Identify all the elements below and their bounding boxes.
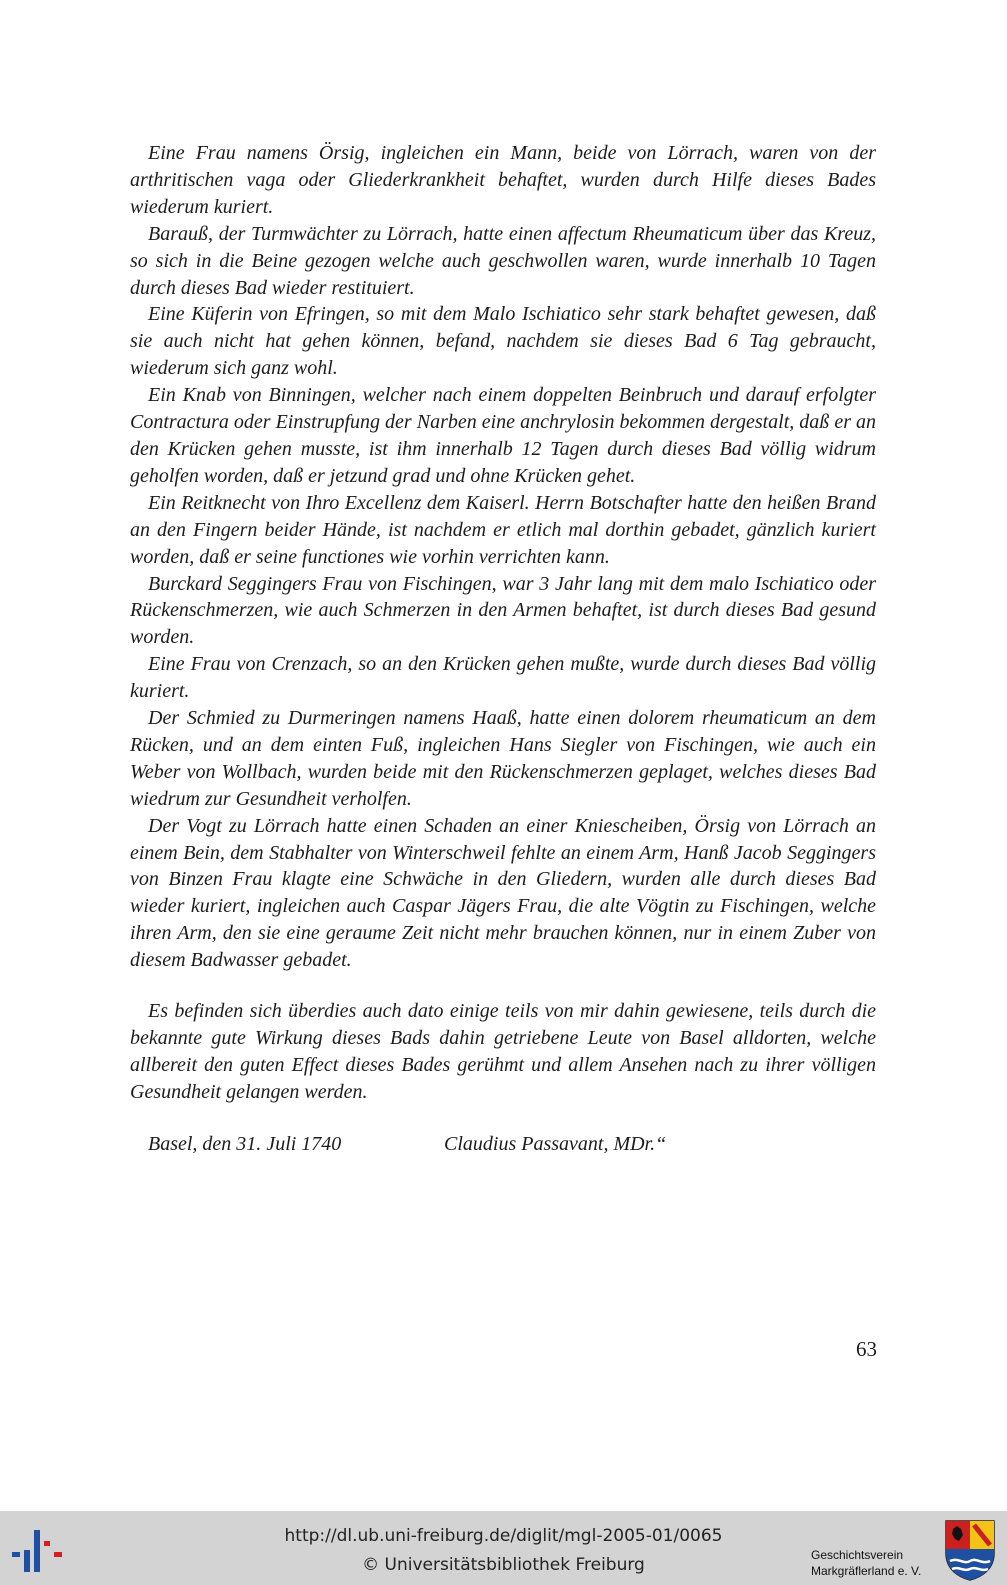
- society-name-line: Geschichtsverein: [811, 1548, 904, 1562]
- copyright-notice: © Universitätsbibliothek Freiburg: [362, 1555, 645, 1575]
- page-number: 63: [856, 1337, 877, 1361]
- paragraph: Der Vogt zu Lörrach hatte einen Schaden an einer Kniescheiben, Örsig von Lörrach an einem Bein, dem Stabhalter von Winterschweil fehlte an einem Arm, Hanß Jacob Seggingers von Binzen Frau klagte eine Schwäche in den Gliedern, wurden alle durch dieses Bad wieder kuriert, ingleichen auch Caspar Jägers Frau, die alte Vögtin zu Fischingen, welche ihren Arm, den sie eine geraume Zeit nicht mehr brauchen können, nur in einem Zuber von diesem Badwasser gebadet.: [130, 814, 876, 972]
- signature-line: [130, 1131, 876, 1158]
- paragraph: Eine Frau von Crenzach, so an den Krücken gehen mußte, wurde durch dieses Bad völlig kuriert.: [130, 653, 876, 703]
- closing-paragraph: Es befinden sich überdies auch dato einige teils von mir dahin gewiesene, teils durch die bekannte gute Wirkung dieses Bads dahin getriebene Leute von Basel alldorten, welche allbereit den guten Effect dieses Bades gerühmt und allem Ansehen nach zu ihrer völligen Gesundheit gelangen werden.: [130, 1000, 876, 1103]
- paragraph: Der Schmied zu Durmeringen namens Haaß, hatte einen dolorem rheumaticum an dem Rücken, und an dem einten Fuß, ingleichen Hans Siegler von Fischingen, wie auch ein Weber von Wollbach, wurden beide mit den Rückenschmerzen geplaget, welches dieses Bad wiedrum zur Gesundheit verholfen.: [130, 707, 876, 810]
- coat-of-arms-icon: [944, 1519, 996, 1581]
- document-url[interactable]: http://dl.ub.uni-freiburg.de/diglit/mgl-2005-01/0065: [284, 1526, 723, 1546]
- paragraph: Ein Knab von Binningen, welcher nach einem doppelten Beinbruch und darauf erfolgter Contractura oder Einstrupfung der Narben eine anchrylosin bekommen dergestalt, daß er an den Krücken gehen musste, ist ihm innerhalb 12 Tagen durch dieses Bad völlig widrum geholfen worden, daß er jetzund grad und ohne Krücken gehet.: [130, 384, 876, 487]
- society-name-line: Markgräflerland e. V.: [811, 1564, 922, 1578]
- document-body: [130, 140, 876, 1158]
- signatory: Claudius Passavant, MDr.“: [444, 1132, 667, 1155]
- footer-bar: [0, 1511, 1007, 1585]
- paragraph: Ein Reitknecht von Ihro Excellenz dem Kaiserl. Herrn Botschafter hatte den heißen Brand an den Fingern beider Hände, ist nachdem er etlich mal dorthin gebadet, gänzlich kuriert worden, daß er seine functiones wie vorhin verrichten kann.: [130, 491, 876, 568]
- place-date: Basel, den 31. Juli 1740: [148, 1132, 342, 1155]
- paragraph: Barauß, der Turmwächter zu Lörrach, hatte einen affectum Rheumaticum über das Kreuz, so sich in die Beine gezogen welche auch geschwollen waren, wurde innerhalb 10 Tagen durch dieses Bad wieder restituiert.: [130, 222, 876, 299]
- paragraph: Eine Küferin von Efringen, so mit dem Malo Ischiatico sehr stark behaftet gewesen, daß sie auch nicht hat gehen können, befand, nachdem sie dieses Bad 6 Tag gebraucht, wiederum sich ganz wohl.: [130, 303, 876, 380]
- paragraph: Eine Frau namens Örsig, ingleichen ein Mann, beide von Lörrach, waren von der arthritischen vaga oder Gliederkrankheit behaftet, wurden durch Hilfe dieses Bades wiederum kuriert.: [130, 142, 876, 218]
- society-name: [811, 1547, 921, 1579]
- paragraph: Burckard Seggingers Frau von Fischingen, war 3 Jahr lang mit dem malo Ischiatico oder Rückenschmerzen, wie auch Schmerzen in den Armen behaftet, ist durch dieses Bad gesund worden.: [130, 572, 876, 649]
